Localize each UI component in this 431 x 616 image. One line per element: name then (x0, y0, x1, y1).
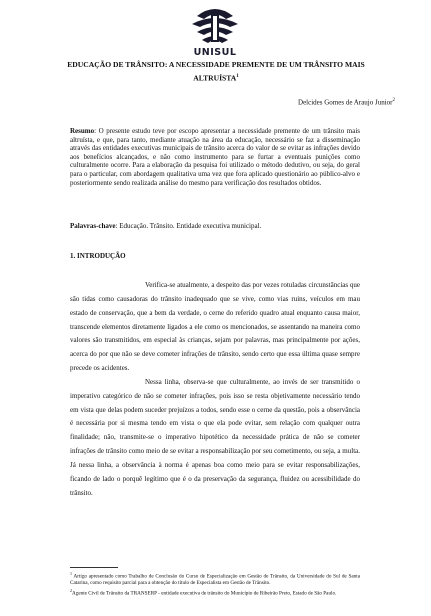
author-name: Delcides Gomes de Araujo Junior (298, 98, 393, 107)
footnote-1 (70, 571, 360, 587)
title-text: EDUCAÇÃO DE TRÂNSITO: A NECESSIDADE PREMENTE DE UM TRÂNSITO MAIS ALTRUÍSTA (67, 60, 365, 83)
footnote-2-mark: 2 (70, 587, 72, 593)
author-line (298, 98, 395, 106)
footnotes (70, 571, 360, 598)
unisul-logo-icon (184, 4, 246, 46)
paragraph-1: Verifica-se atualmente, a despeito das por vezes rotuladas circunstâncias que são tidas como causadoras do trânsito inadequado que se vive, como vias ruins, veículos em mau estado de conservação, que a bem da verdade, o cerne do referido quadro atual enquanto causa maior, transcende elementos diretamente ligados a ele como os mencionados, se assentando na maneira como valores são transmitidos, em especial às crianças, sejam por palavras, mas principalmente por ações, acerca do por que não se deve cometer infrações de trânsito, sendo certo que essa última quase sempre precede os acidentes. (70, 281, 360, 373)
keywords-text: : Educação. Trânsito. Entidade executiva municipal. (115, 222, 262, 230)
keywords (70, 222, 360, 230)
logo-text: UNISUL (193, 47, 237, 58)
footnote-divider (70, 567, 118, 568)
footnote-1-mark: 1 (70, 571, 72, 576)
section-heading: 1. INTRODUÇÃO (70, 252, 126, 260)
paper-title (60, 59, 372, 85)
footnote-2-text: Agente Civil de Trânsito da TRANSERP - entidade executiva de trânsito do Município de Ribeirão Preto, Estado de São Paulo. (72, 590, 337, 597)
abstract-label: Resumo (70, 127, 95, 135)
body-text (70, 279, 360, 501)
paragraph-2: Nessa linha, observa-se que culturalmente, ao invés de ser transmitido o imperativo categórico de não se cometer infrações, pois isso se resta objetivamente necessário tendo em vista que delas podem suceder prejuízos a todos, sendo esse o cerne da questão, pois a observância é necessária por si mesma tendo em vista o que ela pode evitar, sem relação com qualquer outra finalidade; não, transmite-se o imperativo hipotético da necessidade prática de não se cometer infrações de trânsito como meio de se evitar a responsabilização por seu cometimento, ou seja, a multa. Já nessa linha, a observância à norma é apenas boa como meio para se evitar responsabilizações, ficando de lado o porquê legítimo que é o da preservação da segurança, fluidez ou acessibilidade do trânsito. (70, 377, 360, 497)
title-footnote-mark: 1 (236, 74, 239, 79)
footnote-2 (70, 588, 360, 597)
author-footnote-mark: 2 (392, 98, 395, 103)
abstract-text: : O presente estudo teve por escopo apresentar a necessidade premente de um trânsito mais altruísta, e que, para tanto, mediante atuação na área da educação, necessário se faz a disseminação através das entidades executivas municipais de trânsito acerca do valor de se evitar as infrações devido aos benefícios alcançados, e não como instrumento para se furtar a eventuais punições como culturalmente ocorre. Para a elaboração da pesquisa foi utilizado o método dedutivo, ou seja, do geral para o particular, com abordagem qualitativa uma vez que fora aplicado questionário ao público-alvo e posteriormente sendo realizada análise do mesmo para verificação dos resultados obtidos. (70, 127, 360, 187)
keywords-label: Palavras-chave (70, 222, 116, 230)
abstract (70, 127, 360, 187)
footnote-1-text: Artigo apresentado como Trabalho de Conclusão do Curso de Especialização em Gestão de Trânsito, da Universidade do Sul de Santa Catarina, como requisito parcial para a obtenção do título de Especialista em Gestão de Trânsito. (70, 573, 360, 587)
institution-logo (184, 4, 246, 58)
